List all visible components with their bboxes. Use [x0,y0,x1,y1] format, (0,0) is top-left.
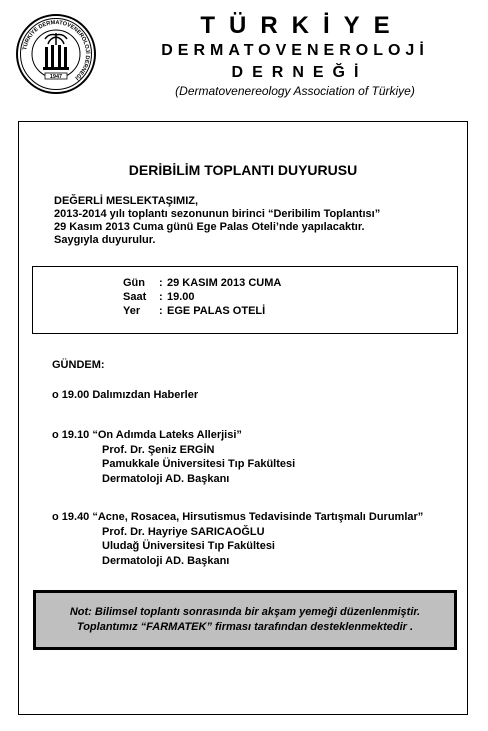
title-english: (Dermatovenereology Association of Türkiye) [175,84,415,98]
separator: : [159,291,163,303]
title-dermatovenereology: DERMATOVENEROLOJİ [161,42,429,59]
greeting-line: Saygıyla duyurulur. [54,234,156,246]
speaker-affiliation: Pamukkale Üniversitesi Tıp Fakültesi [102,458,296,470]
note-box [33,590,457,650]
announcement-frame [18,121,468,715]
info-row-place [123,305,265,317]
speaker-name: Prof. Dr. Hayriye SARICAOĞLU [102,525,265,538]
title-turkiye: TÜRKİYE [200,12,404,39]
place-label: Yer [123,305,141,317]
meeting-info-box [32,266,458,334]
greeting-line: DEĞERLİ MESLEKTAŞIMIZ, [54,195,199,207]
day-label: Gün [123,277,145,289]
info-row-time [123,291,195,303]
note-line: Not: Bilimsel toplantı sonrasında bir akşam yemeği düzenlenmiştir. [69,606,421,618]
time-label: Saat [123,291,147,303]
svg-text:TÜRKİYE DERMATOVENEROLOJİ DERN: TÜRKİYE DERMATOVENEROLOJİ DERNEĞİ [22,19,91,81]
association-seal-logo [15,13,97,95]
svg-text:1947: 1947 [49,74,63,80]
agenda-item-title: o 19.00 Dalımızdan Haberler [52,389,199,401]
day-value: 29 KASIM 2013 CUMA [167,277,282,289]
agenda-item [52,388,198,403]
speaker-position: Dermatoloji AD. Başkanı [102,554,230,567]
speaker-affiliation: Uludağ Üniversitesi Tıp Fakültesi [102,540,275,552]
time-value: 19.00 [167,291,195,303]
separator: : [159,305,163,317]
separator: : [159,277,163,289]
agenda-item-title: o 19.10 “On Adımda Lateks Allerjisi” [52,429,242,441]
place-value: EGE PALAS OTELİ [167,305,266,317]
info-row-day [123,277,281,289]
agenda-item-title: o 19.40 “Acne, Rosacea, Hirsutismus Tedavisinde Tartışmalı Durumlar” [52,511,424,523]
greeting-line: 2013-2014 yılı toplantı sezonunun birinci “Deribilim Toplantısı” [54,208,381,220]
agenda-item [52,428,295,486]
title-association: DERNEĞİ [231,64,368,81]
speaker-position: Dermatoloji AD. Başkanı [102,472,230,485]
greeting-paragraph [54,195,454,247]
announcement-title: DERİBİLİM TOPLANTI DUYURUSU [128,162,358,178]
agenda-item [52,510,423,568]
letterhead [0,0,488,105]
note-line: Toplantımız “FARMATEK” firması tarafından desteklenmektedir . [76,621,414,633]
agenda-heading: GÜNDEM: [52,359,105,371]
speaker-name: Prof. Dr. Şeniz ERGİN [102,443,215,456]
greeting-line: 29 Kasım 2013 Cuma günü Ege Palas Oteli’nde yapılacaktır. [54,221,365,233]
